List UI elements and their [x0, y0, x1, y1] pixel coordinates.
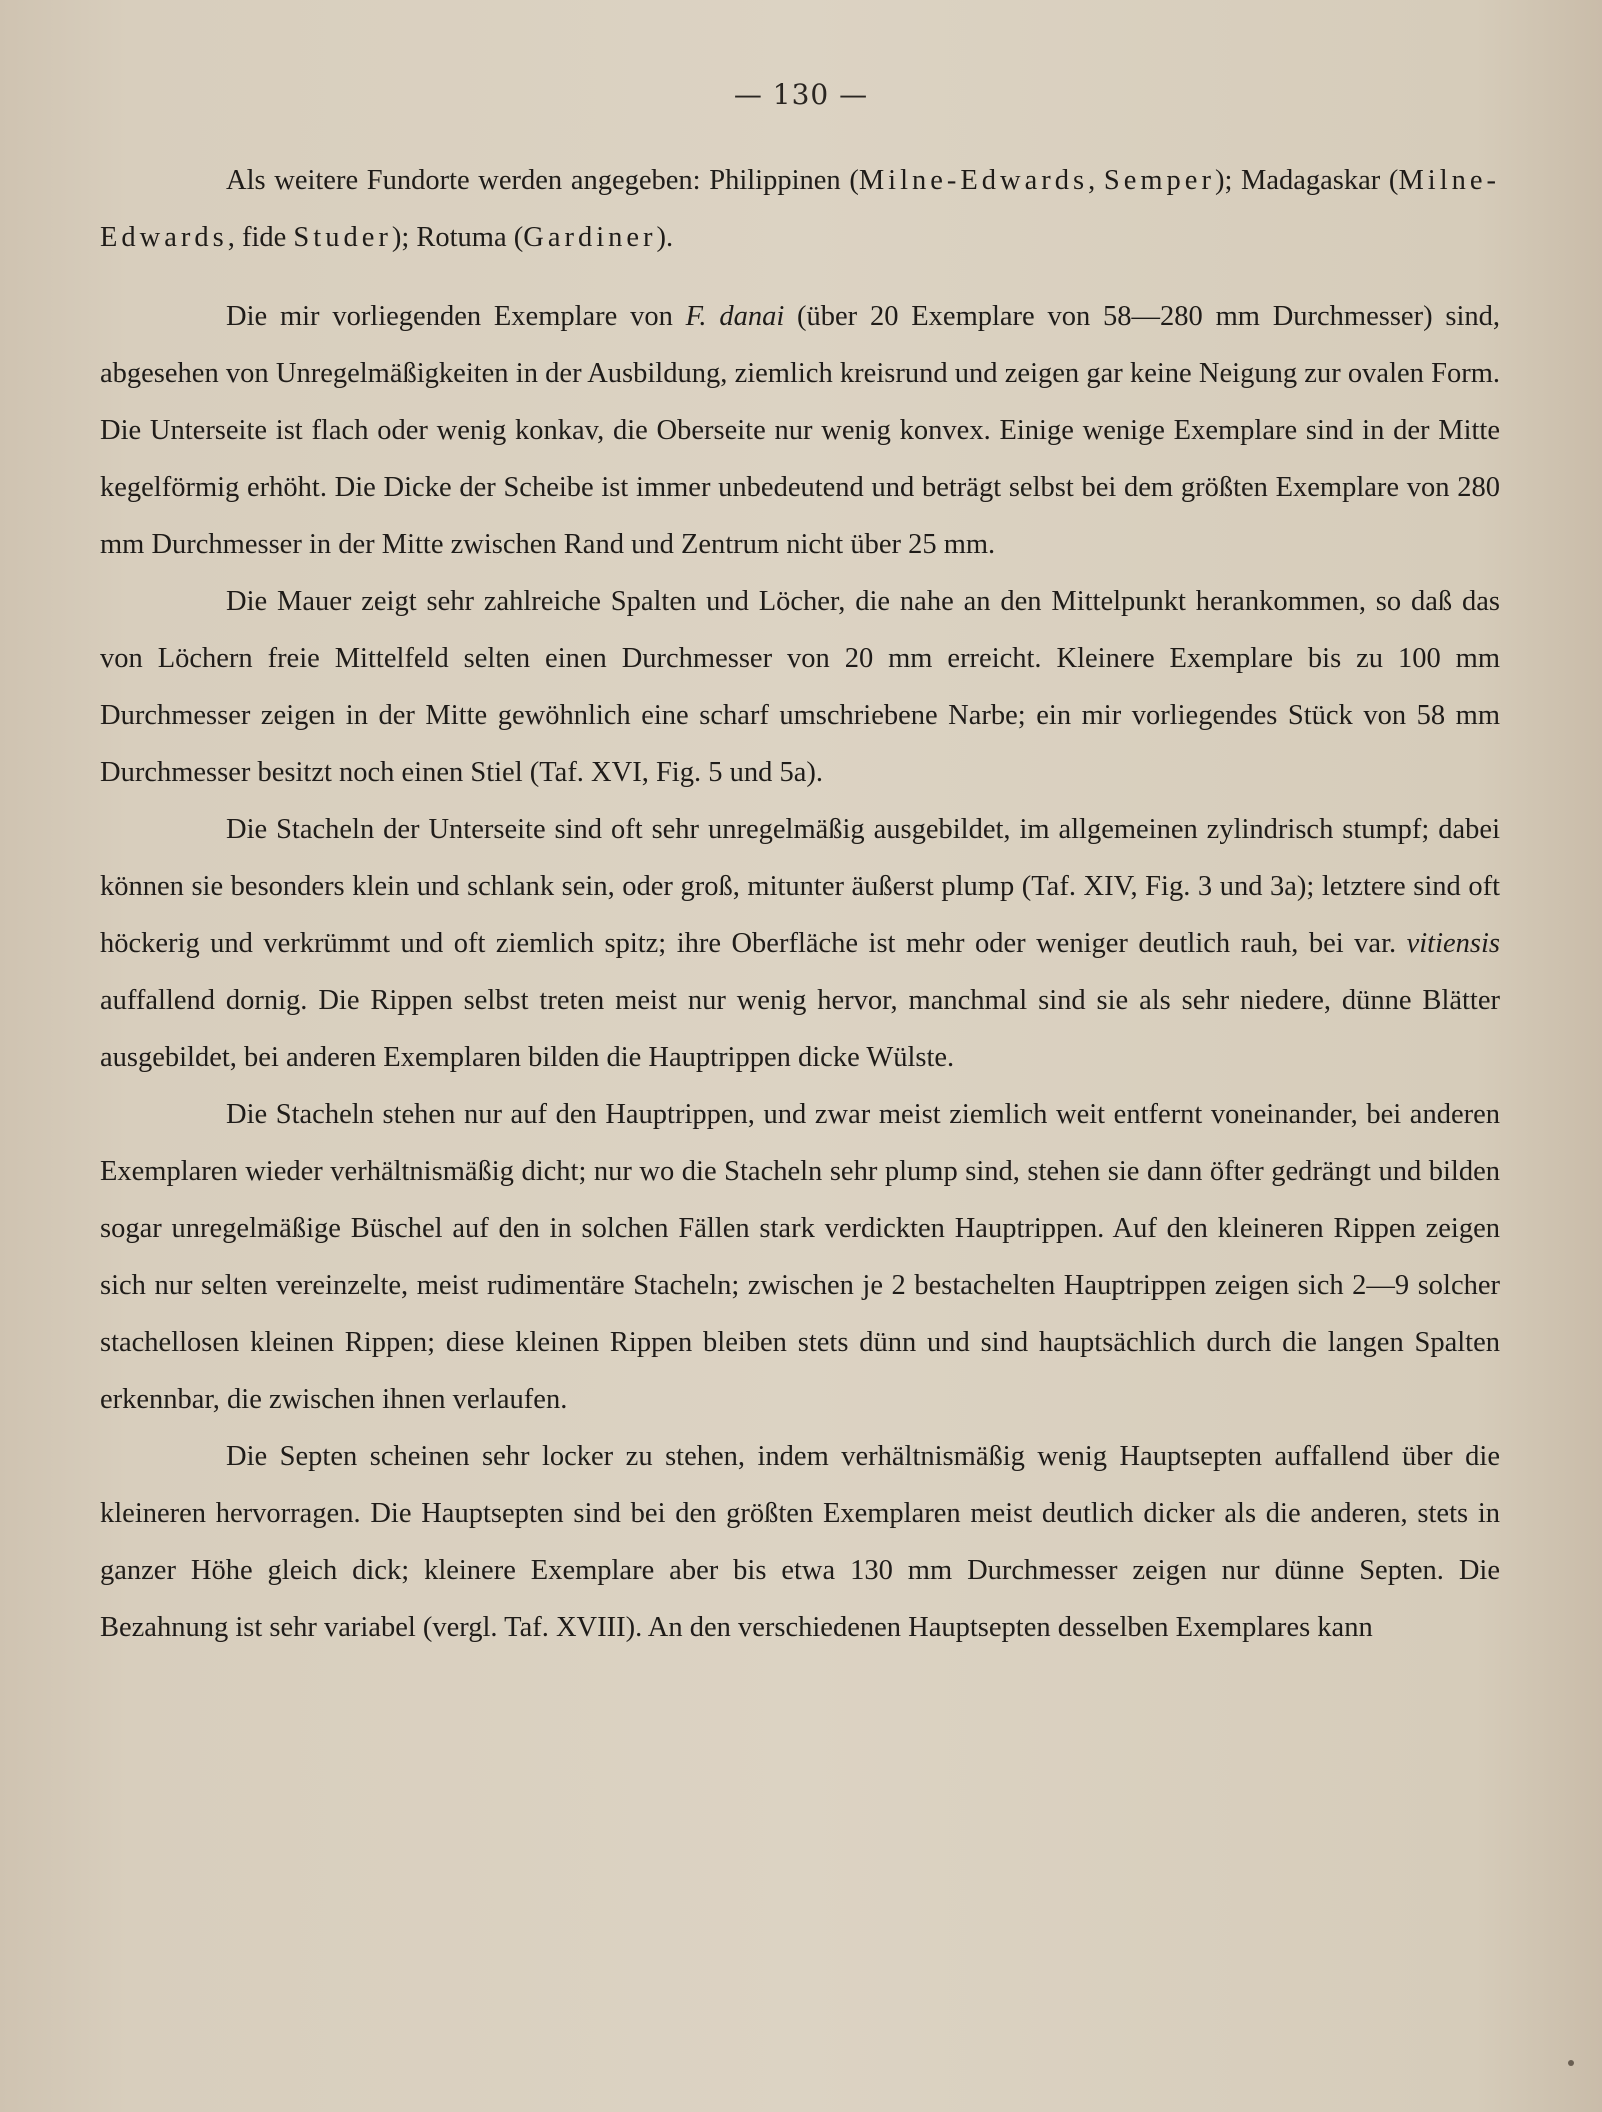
- paper-speck: [1568, 2060, 1574, 2066]
- author-name: Milne-Edwards: [100, 165, 1501, 253]
- paragraph-stacheln-hauptrippen: [100, 1086, 1500, 1428]
- text-run: Die mir vorliegenden Exemplare von: [226, 301, 686, 332]
- text-run: Die Mauer zeigt sehr zahlreiche Spalten und Löcher, die nahe an den Mittelpunkt herankommen, so daß das von Löchern freie Mittelfeld selten einen Durchmesser von 20 mm erreicht. Kleinere Exemplare bis zu 100 mm Durchmesser zeigen in der Mitte gewöhnlich eine scharf umschriebene Narbe; ein mir vorliegendes Stück von 58 mm Durchmesser besitzt noch einen Stiel (Taf. XVI, Fig. 5 und 5a).: [100, 586, 1500, 788]
- paragraph-fundorte: [100, 152, 1500, 266]
- text-run: , fide: [227, 222, 294, 253]
- text-run: Die Septen scheinen sehr locker zu stehen, indem verhältnismäßig wenig Hauptsepten auffallend über die kleineren hervorragen. Die Hauptsepten sind bei den größten Exemplaren meist deutlich dicker als die anderen, stets in ganzer Höhe gleich dick; kleinere Exemplare aber bis etwa 130 mm Durchmesser zeigen nur dünne Septen. Die Bezahnung ist sehr variabel (vergl. Taf. XVIII). An den verschiedenen Hauptsepten desselben Exemplares kann: [100, 1441, 1500, 1643]
- text-run: Die Stacheln stehen nur auf den Hauptrippen, und zwar meist ziemlich weit entfernt voneinander, bei anderen Exemplaren wieder verhältnismäßig dicht; nur wo die Stacheln sehr plump sind, stehen sie dann öfter gedrängt und bilden sogar unregelmäßige Büschel auf den in solchen Fällen stark verdickten Hauptrippen. Auf den kleineren Rippen zeigen sich nur selten vereinzelte, meist rudimentäre Stacheln; zwischen je 2 bestachelten Hauptrippen zeigen sich 2—9 solcher stachellosen kleinen Rippen; diese kleinen Rippen bleiben stets dünn und sind hauptsächlich durch die langen Spalten erkennbar, die zwischen ihnen verlaufen.: [100, 1099, 1500, 1415]
- text-run: auffallend dornig. Die Rippen selbst treten meist nur wenig hervor, manchmal sind sie als sehr niedere, dünne Blätter ausgebildet, bei anderen Exemplaren bilden die Hauptrippen dicke Wülste.: [100, 985, 1500, 1073]
- text-run: ).: [656, 222, 674, 253]
- text-run: ); Madagaskar (: [1214, 165, 1399, 196]
- paragraph-stacheln-unterseite: [100, 801, 1500, 1086]
- paragraph-exemplare: [100, 288, 1500, 573]
- author-name: Studer: [293, 222, 392, 253]
- species-name: F. danai: [685, 301, 785, 332]
- text-run: ,: [1088, 165, 1104, 196]
- text-run: Die Stacheln der Unterseite sind oft sehr unregelmäßig ausgebildet, im allgemeinen zylindrisch stumpf; dabei können sie besonders klein und schlank sein, oder groß, mitunter äußerst plump (Taf. XIV, Fig. 3 und 3a); letztere sind oft höckerig und verkrümmt und oft ziemlich spitz; ihre Oberfläche ist mehr oder weniger deutlich rauh, bei var.: [100, 814, 1500, 959]
- author-name: Gardiner: [523, 222, 657, 253]
- paragraph-septen: [100, 1428, 1500, 1656]
- text-run: Als weitere Fundorte werden angegeben: Philippinen (: [226, 165, 859, 196]
- page-number: — 130 —: [733, 78, 869, 111]
- text-run: (über 20 Exemplare von 58—280 mm Durchmesser) sind, abgesehen von Unregelmäßigkeiten in der Ausbildung, ziemlich kreisrund und zeigen gar keine Neigung zur ovalen Form. Die Unterseite ist flach oder wenig konkav, die Oberseite nur wenig konvex. Einige wenige Exemplare sind in der Mitte kegelförmig erhöht. Die Dicke der Scheibe ist immer unbedeutend und beträgt selbst bei dem größten Exemplare von 280 mm Durchmesser in der Mitte zwischen Rand und Zentrum nicht über 25 mm.: [100, 301, 1500, 560]
- text-run: ); Rotuma (: [391, 222, 524, 253]
- paragraph-mauer: [100, 573, 1500, 801]
- body-text: [100, 152, 1500, 1656]
- author-name: Milne-Edwards: [858, 165, 1089, 196]
- author-name: Semper: [1103, 165, 1215, 196]
- variety-name: vitiensis: [1406, 928, 1500, 959]
